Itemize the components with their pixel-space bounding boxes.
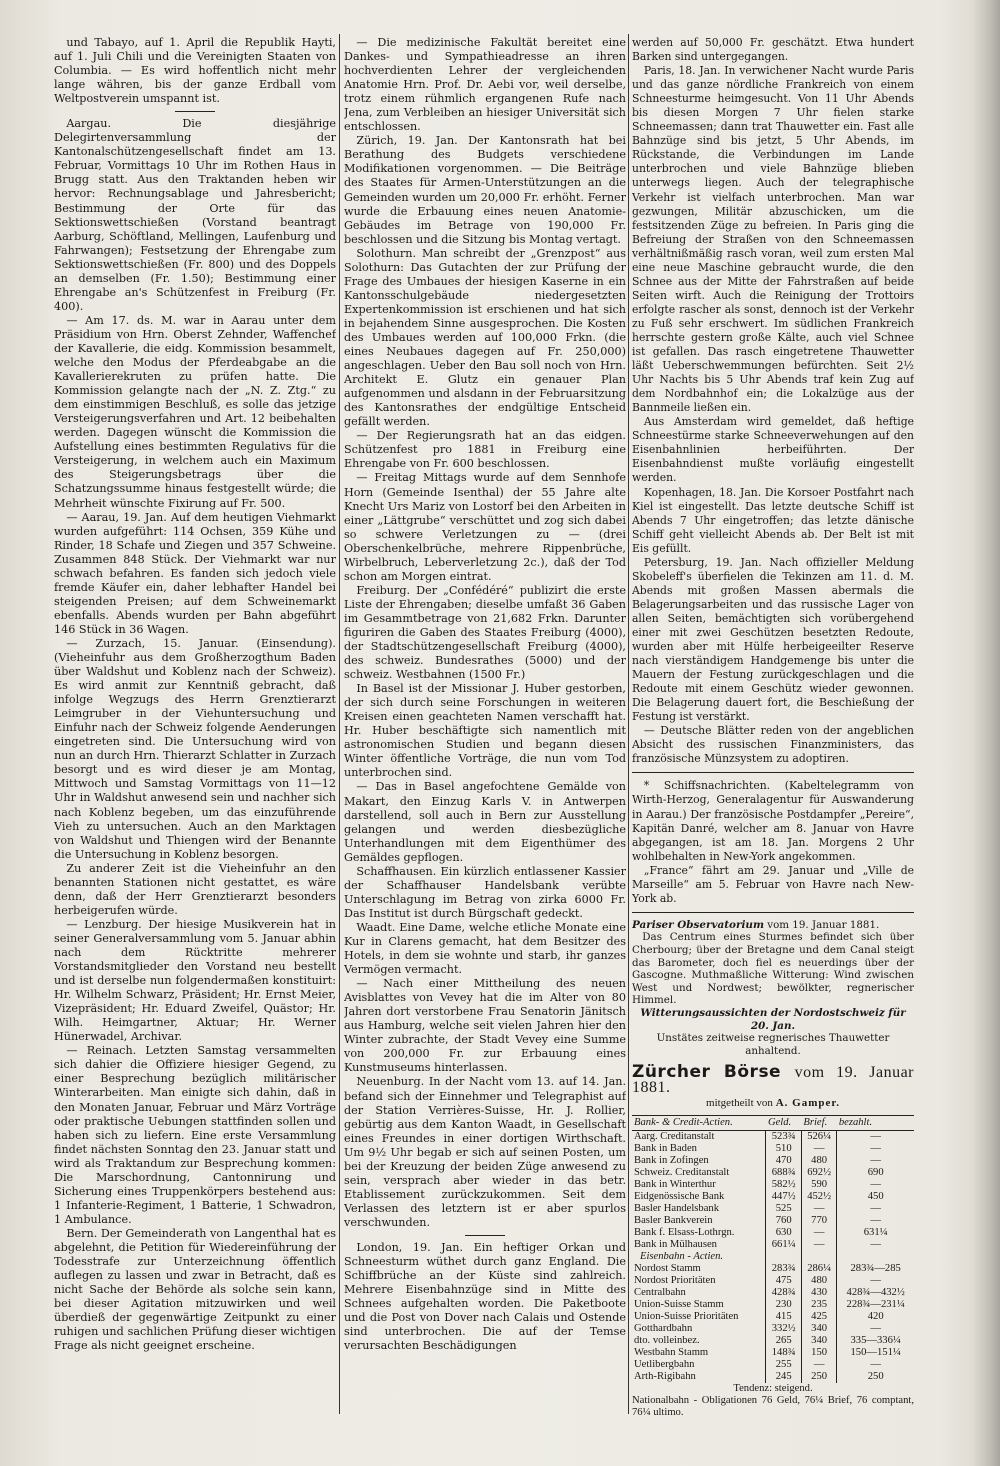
brief-value: 430 — [801, 1287, 836, 1299]
article-weltpostverein: und Tabayo, auf 1. April die Republik Hayti, auf 1. Juli Chili und die Vereinigten Staaten von Columbia. — Es wird hoffentlich nicht mehr lange währen, bis der ganze Erdball vom Weltpostverein umspannt ist. — [54, 36, 336, 106]
column-1 — [54, 36, 336, 1456]
table-row — [632, 1215, 914, 1227]
security-name: Union-Suisse Stamm — [634, 1298, 724, 1310]
geld-value: 688¾ — [766, 1167, 801, 1179]
geld-value: 523¾ — [766, 1130, 801, 1143]
article-neuenburg: Neuenburg. In der Nacht vom 13. auf 14. Jan. befand sich der Einnehmer und Telegraphist auf der Station Verrières-Suisse, Hr. J. Rollier, gebürtig aus dem Kanton Waadt, in Gesellschaft eines Freundes in einer dortigen Wirthschaft. Um 9½ Uhr begab er sich auf seinen Posten, um bei der Kreuzung der beiden Züge anwesend zu sein, versprach aber wieder in das betr. Etablissement zurückzukommen. Seit dem Verlassen des letztern ist er aber spurlos verschwunden. — [344, 1075, 626, 1229]
bezahlt-value: — — [837, 1215, 914, 1227]
security-name: Eidgenössische Bank — [634, 1190, 725, 1202]
article-london-cont: werden auf 50,000 Fr. geschätzt. Etwa hundert Barken sind untergegangen. — [632, 36, 914, 64]
table-row — [632, 1179, 914, 1191]
brief-value: — — [801, 1359, 836, 1371]
security-name: Nordost Stamm — [634, 1262, 701, 1274]
security-name: Basler Handelsbank — [634, 1202, 720, 1214]
brief-value: 692½ — [801, 1167, 836, 1179]
brief-value: — — [801, 1227, 836, 1239]
bezahlt-value: 450 — [837, 1191, 914, 1203]
separator — [465, 1235, 505, 1236]
brief-value: — — [801, 1203, 836, 1215]
bezahlt-value: — — [837, 1143, 914, 1155]
brief-value: 590 — [801, 1179, 836, 1191]
column-rule — [339, 34, 340, 1414]
brief-value: — — [801, 1239, 836, 1251]
table-row — [632, 1371, 914, 1383]
article-kopenhagen: Kopenhagen, 18. Jan. Die Korsoer Postfahrt nach Kiel ist eingestellt. Das letzte deutsche Schiff ist Abends 7 Uhr eingetroffen; das letzte dänische Schiff geht vielleicht Abends ab. Der Belt ist mit Eis gefüllt. — [632, 485, 914, 555]
article-bern: Bern. Der Gemeinderath von Langenthal hat es abgelehnt, die Petition für Wiedereinführung der Todesstrafe zur Unterzeichnung öffentlich auflegen zu lassen und zwar in Betracht, daß es nicht Sache der Behörde als solche sein kann, bei dieser Agitation mitzuwirken und weil überdieß der gegenwärtige Zeitpunkt zu einer ruhigen und sachlichen Prüfung dieser wichtigen Frage als nicht geeignet erscheine. — [54, 1226, 336, 1353]
table-row — [632, 1347, 914, 1359]
brief-value: 425 — [801, 1311, 836, 1323]
bezahlt-value: 631¼ — [837, 1227, 914, 1239]
rail-section-title: Eisenbahn - Actien. — [640, 1250, 724, 1262]
security-name: Bank f. Elsass-Lothrgn. — [634, 1226, 735, 1238]
bezahlt-value: 420 — [837, 1311, 914, 1323]
article-basel-huber: In Basel ist der Missionar J. Huber gestorben, der sich durch seine Forschungen in weiteren Kreisen einen geachteten Namen verschafft hat. Hr. Huber beschäftigte sich namentlich mit astronomischen Studien und begann diesen Winter öffentliche Vorträge, die nun vom Tod unterbrochen sind. — [344, 682, 626, 780]
boerse-tendenz: Tendenz: steigend. — [733, 1382, 813, 1394]
bezahlt-value: — — [837, 1239, 914, 1251]
brief-value: — — [801, 1143, 836, 1155]
observatorium-body: Das Centrum eines Sturmes befindet sich über Cherbourg; über der Bretagne und dem Canal steigt das Barometer, doch fiel es neuerdings über der Gascogne. Muthmaßliche Witterung: Wind zwischen West und Nordwest; bewölkter, regnerischer Himmel. — [632, 931, 914, 1007]
boerse-sub-prefix: mitgetheilt von — [706, 1097, 773, 1110]
geld-value: 661¼ — [766, 1239, 801, 1251]
bezahlt-value: — — [837, 1359, 914, 1371]
table-row — [632, 1323, 914, 1335]
page-fold-shadow — [972, 0, 1000, 1466]
brief-value: 480 — [801, 1155, 836, 1167]
col-header-bezahlt: bezahlt. — [837, 1115, 914, 1130]
boerse-title: Zürcher Börse — [632, 1062, 782, 1083]
brief-value: 526¼ — [801, 1130, 836, 1143]
brief-value: 235 — [801, 1299, 836, 1311]
bezahlt-value: — — [837, 1275, 914, 1287]
article-freiburg: Freiburg. Der „Confédéré“ publizirt die erste Liste der Ehrengaben; dieselbe umfaßt 36 Gaben im Gesammtbetrage von 21,682 Frkn. Darunter figuriren die Gaben des Staates Freiburg (4000), der Stadtschützengesellschaft Freiburg (4000), des schweiz. Bundesrathes (5000) und der schweiz. Westbahnen (1500 Fr.) — [344, 583, 626, 682]
bezahlt-value: 228¾—231¼ — [837, 1299, 914, 1311]
table-row — [632, 1155, 914, 1167]
brief-value: 340 — [801, 1323, 836, 1335]
table-row — [632, 1263, 914, 1275]
brief-value: 452½ — [801, 1191, 836, 1203]
table-row — [632, 1203, 914, 1215]
geld-value: 447½ — [766, 1191, 801, 1203]
security-name: Union-Suisse Prioritäten — [634, 1310, 739, 1322]
table-row — [632, 1167, 914, 1179]
schiffsnachrichten-2: „France“ fährt am 29. Januar und „Ville de Marseille“ am 5. Februar von Havre nach New-York ab. — [632, 863, 914, 905]
article-muenzsystem: — Deutsche Blätter reden von der angeblichen Absicht des russischen Finanzministers, das französische Münzsystem zu adoptiren. — [632, 724, 914, 766]
geld-value: 630 — [766, 1227, 801, 1239]
security-name: dto. volleinbez. — [634, 1334, 700, 1346]
table-row — [632, 1239, 914, 1251]
geld-value: 428¾ — [766, 1287, 801, 1299]
bezahlt-value: 690 — [837, 1167, 914, 1179]
article-solothurn: Solothurn. Man schreibt der „Grenzpost“ aus Solothurn: Das Gutachten der zur Prüfung der Frage des Umbaues der hiesigen Kaserne in ein Kantonsschulgebäude niedergesetzten Expertenkommission ist erschienen und hat sich in bejahendem Sinne ausgesprochen. Die Kosten des Umbaues werden auf 100,000 Frkn. (die eines Neubaues dagegen auf Fr. 250,000) angeschlagen. Ueber den Bau soll noch von Hrn. Architekt E. Glutz ein genauer Plan aufgenommen und alsdann in der Februarsitzung des Kantonsrathes der endgültige Entscheid gefällt werden. — [344, 246, 626, 429]
security-name: Uetlibergbahn — [634, 1358, 695, 1370]
kurs-table — [632, 1115, 914, 1383]
brief-value: 480 — [801, 1275, 836, 1287]
geld-value: 475 — [766, 1275, 801, 1287]
article-aargau-delegirte: Aargau. Die diesjährige Delegirtenversammlung der Kantonalschützengesellschaft findet am 13. Februar, Vormittags 10 Uhr im Rothen Haus in Brugg statt. Aus den Traktanden heben wir hervor: Rechnungsablage und Jahresbericht; Bestimmung der Orte für das Sektionswettschießen (Vorstand beantragt Aarburg, Schöftland, Mellingen, Laufenburg und Fahrwangen); Festsetzung der Ehrengabe zum Sektionswettschießen (Fr. 800) und des Doppels an demselben (Fr. 1.50); Bestimmung einer Ehrengabe an's Schützenfest in Freiburg (Fr. 400). — [54, 117, 336, 313]
brief-value: 250 — [801, 1371, 836, 1383]
article-vevey: — Nach einer Mittheilung des neuen Avisblattes von Vevey hat die im Alter von 80 Jahren dort verstorbene Frau Senatorin Jänitsch aus Hamburg, welche seit vielen Jahren hier den Winter zubrachte, der Stadt Vevey eine Summe von 200,000 Fr. zur Erbauung eines Kunstmuseums hinterlassen. — [344, 977, 626, 1075]
security-name: Bank in Baden — [634, 1142, 697, 1154]
security-name: Arth-Rigibahn — [634, 1370, 696, 1382]
boerse-header — [632, 1062, 914, 1097]
brief-value: 150 — [801, 1347, 836, 1359]
article-zurzach-2: Zu anderer Zeit ist die Vieheinfuhr an den benannten Stationen nicht gestattet, es wäre denn, daß der Herr Grenztierarzt besonders herbeigerufen würde. — [54, 861, 336, 917]
col-header-name: Bank- & Credit-Actien. — [632, 1115, 766, 1130]
security-name: Bank in Winterthur — [634, 1178, 716, 1190]
security-name: Gotthardbahn — [634, 1322, 693, 1334]
security-name: Centralbahn — [634, 1286, 686, 1298]
col-header-brief: Brief. — [801, 1115, 836, 1130]
schiffsnachrichten: * Schiffsnachrichten. (Kabeltelegramm von Wirth-Herzog, Generalagentur für Auswanderung in Aarau.) Der französische Postdampfer „Pereire“, Kapitän Danré, welcher am 8. Januar von Havre abgegangen, ist am 18. Jan. Morgens 2 Uhr wohlbehalten in New-York angekommen. — [632, 779, 914, 863]
article-amsterdam: Aus Amsterdam wird gemeldet, daß heftige Schneestürme starke Schneeverwehungen auf den Eisenbahnlinien herbeiführten. Der Eisenbahndienst mußte vorläufig eingestellt werden. — [632, 415, 914, 485]
geld-value: 332½ — [766, 1323, 801, 1335]
article-schaffhausen: Schaffhausen. Ein kürzlich entlassener Kassier der Schaffhauser Handelsbank verübte Unterschlagung im Betrag von zirka 6000 Fr. Das Institut ist durch Bürgschaft gedeckt. — [344, 864, 626, 920]
geld-value: 255 — [766, 1359, 801, 1371]
article-paris: Paris, 18. Jan. In verwichener Nacht wurde Paris und das ganze nördliche Frankreich von einem Schneesturme heimgesucht. Von 11 Uhr Abends bis diesen Morgen 7 Uhr fielen starke Schneemassen; dann trat Thauwetter ein. Fast alle Bahnzüge sind bis jetzt, 5 Uhr Abends, im Rückstande, die Verbindungen im Lande unterbrochen und viele Bahnzüge blieben unterwegs liegen. Auch der telegraphische Verkehr ist vielfach unterbrochen. Man war gezwungen, Militär abzuschicken, um die festsitzenden Züge zu befreien. In Paris ging die Befreiung der Straßen von den Schneemassen verhältnißmäßig rasch voran, weil zum ersten Mal eine neue Maschine gebraucht wurde, die den Schnee aus der Mitte der Fahrstraßen auf beide Seiten wirft. Auch die Reinigung der Trottoirs erfolgte rascher als sonst, dennoch ist der Verkehr zu Fuß sehr erschwert. Im südlichen Frankreich herrschte gestern große Kälte, auch viel Schnee ist gefallen. Das rasch eingetretene Thauwetter läßt Ueberschwemmungen befürchten. Seit 2½ Uhr Nachts bis 5 Uhr Abends traf kein Zug auf dem Nordbahnhof ein; die Lokalzüge aus der Bannmeile ließen ein. — [632, 64, 914, 415]
witterungsaussichten-body: Unstätes zeitweise regnerisches Thauwetter anhaltend. — [656, 1032, 890, 1057]
boerse-date: vom 19. Januar 1881. — [632, 1064, 914, 1097]
kurs-header-row — [632, 1115, 914, 1130]
table-row — [632, 1299, 914, 1311]
article-reinach: — Reinach. Letzten Samstag versammelten sich dahier die Offiziere hiesiger Gegend, zu einer Besprechung bezüglich militärischer Winterarbeiten. Man einigte sich dahin, daß in den Monaten Januar, Februar und März Vorträge oder praktische Uebungen stattfinden sollen und haben sich zu liefern. Eine erste Versammlung findet nächsten Sonntag den 23. Januar statt und wird als Traktandum zur Besprechung kommen: Die Marschordnung, Cantonnirung und Sicherung eines Truppenkörpers bestehend aus: 1 Infanterie-Regiment, 1 Batterie, 1 Schwadron, 1 Ambulance. — [54, 1044, 336, 1226]
separator — [632, 912, 914, 913]
brief-value: 286¼ — [801, 1263, 836, 1275]
security-name: Westbahn Stamm — [634, 1346, 709, 1358]
security-name: Schweiz. Creditanstalt — [634, 1166, 730, 1178]
column-3 — [632, 36, 914, 1456]
article-zurzach: — Zurzach, 15. Januar. (Einsendung). (Vieheinfuhr aus dem Großherzogthum Baden über Waldshut und Koblenz nach der Schweiz). Es wird anmit zur Kenntniß gebracht, daß infolge Wegzugs des Herrn Grenztierarzt Leimgruber in der Viehuntersuchung und Einfuhr nach der Schweiz folgende Aenderungen eingetreten sind. Die Untersuchung wird von nun an durch Hrn. Thierarzt Schlatter in Zurzach besorgt und es wird dieser je am Montag, Mittwoch und Samstag Vormittags von 11—12 Uhr in Waldshut anwesend sein und nachher sich nach Koblenz begeben, um das einzuführende Vieh zu untersuchen. Auch an den Marktagen von Waldshut und Thiengen wird der Benannte die Untersuchung in Koblenz besorgen. — [54, 636, 336, 861]
table-row — [632, 1335, 914, 1347]
brief-value: 340 — [801, 1335, 836, 1347]
observatorium-date: vom 19. Januar 1881. — [767, 918, 880, 931]
bezahlt-value: — — [837, 1323, 914, 1335]
geld-value: 760 — [766, 1215, 801, 1227]
separator — [632, 772, 914, 773]
bezahlt-value: 428¾—432½ — [837, 1287, 914, 1299]
article-aarau-viehmarkt: — Aarau, 19. Jan. Auf dem heutigen Viehmarkt wurden aufgeführt: 114 Ochsen, 359 Kühe und Rinder, 18 Schafe und Ziegen und 357 Schweine. Zusammen 848 Stück. Der Viehmarkt war nur schwach befahren. Es fanden sich jedoch viele fremde Käufer ein, daher lebhafter Handel bei steigenden Preisen; auf dem Schweinemarkt ebenfalls. Abends wurden per Bahn abgeführt 146 Stück in 36 Wagen. — [54, 510, 336, 636]
witterungsaussichten-title: Witterungsaussichten der Nordostschweiz für 20. Jan. — [640, 1007, 906, 1032]
geld-value: 582½ — [766, 1179, 801, 1191]
security-name: Bank in Zofingen — [634, 1154, 709, 1166]
security-name: Aarg. Creditanstalt — [634, 1130, 715, 1142]
boerse-footnote: Nationalbahn - Obligationen 76 Geld, 76¼ Brief, 76 comptant, 76¼ ultimo. — [632, 1394, 914, 1418]
security-name: Basler Bankverein — [634, 1214, 713, 1226]
article-fakultaet: — Die medizinische Fakultät bereitet eine Dankes- und Sympathieadresse an ihren hochverdienten Lehrer der vergleichenden Anatomie Hrn. Prof. Dr. Aebi vor, weil derselbe, trotz einem rühmlich ergangenen Rufe nach Jena, zum Verbleiben an hiesiger Universität sich entschlossen. — [344, 36, 626, 134]
column-rule — [628, 34, 629, 1414]
kurs-section-row — [632, 1251, 914, 1263]
geld-value: 265 — [766, 1335, 801, 1347]
article-basel-makart: — Das in Basel angefochtene Gemälde von Makart, den Einzug Karls V. in Antwerpen darstellend, soll auch in Bern zur Ausstellung gelangen und werden diesbezügliche Unterhandlungen mit dem Eigenthümer des Gemäldes gepflogen. — [344, 780, 626, 864]
article-isenthal: — Freitag Mittags wurde auf dem Sennhofe Horn (Gemeinde Isenthal) der 55 Jahre alte Knecht Urs Mariz von Lostorf bei den Arbeiten in einer „Lättgrube“ verschüttet und zog sich dabei so schwere Verletzungen zu — (drei Oberschenkelbrüche, mehrere Rippenbrüche, Wirbelbruch, Leberverletzung 2c.), daß der Tod schon am Morgen eintrat. — [344, 471, 626, 583]
article-petersburg: Petersburg, 19. Jan. Nach offizieller Meldung Skobeleff's überfielen die Tekinzen am 11. d. M. Abends mit großen Massen abermals die Belagerungsarbeiten und das russische Lager von allen Seiten, bemächtigten sich vorübergehend einer mit zwei Geschützen besetzten Redoute, wurden aber mit Hülfe herbeigeeilter Reserve nach vierständigem Handgemenge bis unter die Mauern der Festung zurückgeschlagen und die Redoute mit einem Geschütz wieder gewonnen. Die Belagerung dauert fort, die Beschießung der Festung ist verstärkt. — [632, 555, 914, 724]
geld-value: 470 — [766, 1155, 801, 1167]
geld-value: 283¾ — [766, 1263, 801, 1275]
column-2 — [344, 36, 626, 1456]
table-row — [632, 1359, 914, 1371]
article-zuerich: Zürich, 19. Jan. Der Kantonsrath hat bei Berathung des Budgets verschiedene Modifikationen vorgenommen. — Die Beiträge des Staates für Armen-Unterstützungen an die Gemeinden wurden um 20,000 Fr. erhöht. Ferner wurde die Erbauung eines neuen Anatomie-Gebäudes im Betrage von 190,000 Fr. beschlossen und die Sitzung bis Montag vertagt. — [344, 134, 626, 246]
table-row — [632, 1191, 914, 1203]
col-header-geld: Geld. — [766, 1115, 801, 1130]
boerse-sub-name: A. Gamper. — [775, 1097, 840, 1110]
article-regierungsrath: — Der Regierungsrath hat an das eidgen. Schützenfest pro 1881 in Freiburg eine Ehrengabe von Fr. 600 beschlossen. — [344, 429, 626, 471]
geld-value: 415 — [766, 1311, 801, 1323]
geld-value: 525 — [766, 1203, 801, 1215]
bezahlt-value: — — [837, 1203, 914, 1215]
bezahlt-value: 150—151¼ — [837, 1347, 914, 1359]
geld-value: 245 — [766, 1371, 801, 1383]
geld-value: 148¾ — [766, 1347, 801, 1359]
article-waadt: Waadt. Eine Dame, welche etliche Monate eine Kur in Clarens gemacht, hat dem Besitzer des Hotels, in dem sie wohnte und starb, ihr ganzes Vermögen vermacht. — [344, 920, 626, 977]
table-row — [632, 1275, 914, 1287]
bezahlt-value: 250 — [837, 1371, 914, 1383]
table-row — [632, 1130, 914, 1143]
security-name: Nordost Prioritäten — [634, 1274, 716, 1286]
security-name: Bank in Mülhausen — [634, 1238, 717, 1250]
bezahlt-value: 335—336¼ — [837, 1335, 914, 1347]
separator — [175, 111, 215, 112]
bezahlt-value: — — [837, 1155, 914, 1167]
article-london: London, 19. Jan. Ein heftiger Orkan und Schneesturm wüthet durch ganz England. Die Schiffbrüche an der Küste sind zahlreich. Mehrere Eisenbahnzüge sind in Mitte des Schnees aufgehalten worden. Die Paketboote und die Post von Dover nach Calais und Ostende sind unterbrochen. Die auf der Temse verursachten Beschädigungen — [344, 1240, 626, 1353]
article-lenzburg: — Lenzburg. Der hiesige Musikverein hat in seiner Generalversammlung vom 5. Januar abhin nach dem Rücktritte mehrerer Vorstandsmitglieder den Vorstand neu bestellt und ist derselbe nun folgendermaßen konstituirt: Hr. Wilhelm Schwarz, Präsident; Hr. Ernst Meier, Vizepräsident; Hr. Eduard Zweifel, Quästor; Hr. Wilh. Heimgartner, Aktuar; Hr. Werner Hünerwadel, Archivar. — [54, 917, 336, 1044]
geld-value: 510 — [766, 1143, 801, 1155]
brief-value: 770 — [801, 1215, 836, 1227]
geld-value: 230 — [766, 1299, 801, 1311]
table-row — [632, 1311, 914, 1323]
bezahlt-value: — — [837, 1130, 914, 1143]
boerse-subtitle — [632, 1096, 914, 1110]
bezahlt-value: — — [837, 1179, 914, 1191]
observatorium-block — [632, 919, 914, 1058]
table-row — [632, 1143, 914, 1155]
bezahlt-value: 283¾—285 — [837, 1263, 914, 1275]
table-row — [632, 1287, 914, 1299]
observatorium-title: Pariser Observatorium — [632, 918, 764, 931]
table-row — [632, 1227, 914, 1239]
article-aarau-kommission: — Am 17. ds. M. war in Aarau unter dem Präsidium von Hrn. Oberst Zehnder, Waffenchef der Kavallerie, die eidg. Kommission besammelt, welche den Modus der Pferdeabgabe an die Kavallerierekruten zu prüfen hatte. Die Kommission gelangte nach der „N. Z. Ztg.“ zu dem einstimmigen Beschluß, es solle das jetzige Versteigerungsverfahren und Art. 12 beibehalten werden. Dagegen wünscht die Kommission die Aufstellung eines bestimmten Regulativs für die Versteigerung, in welchem auch ein Maximum des Steigerungsbetrags über die Schatzungssumme hinaus festgestellt würde; die Mehrheit wünschte Fixirung auf Fr. 500. — [54, 313, 336, 510]
